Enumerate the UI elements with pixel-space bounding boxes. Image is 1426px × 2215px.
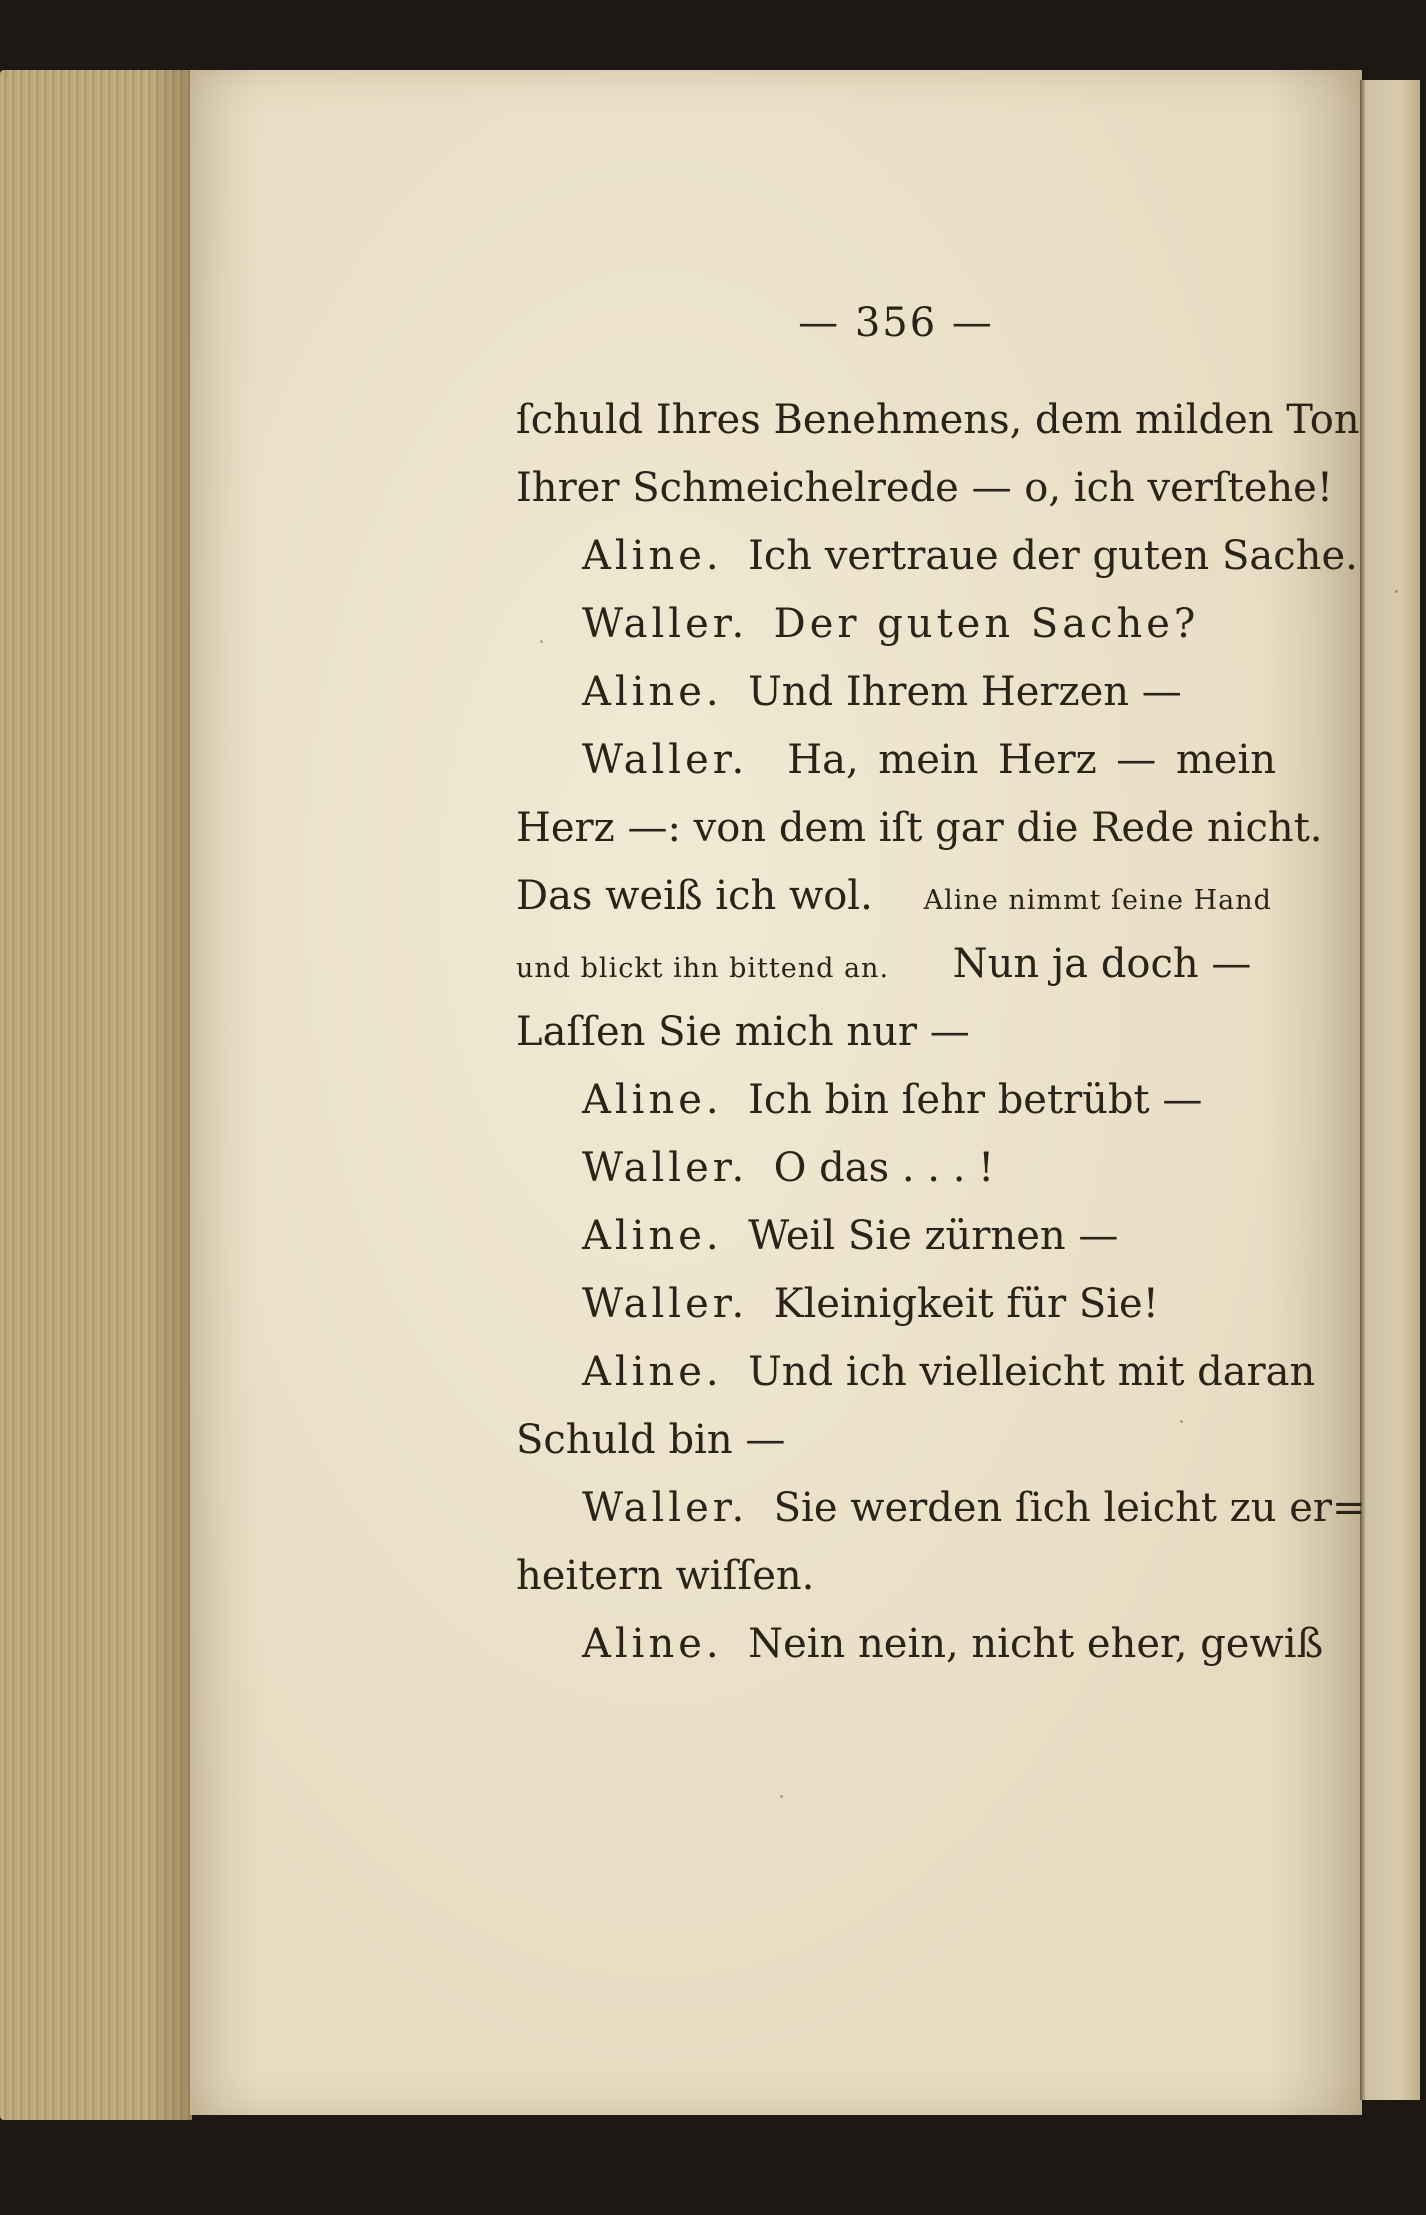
speaker-name: Aline. — [582, 1349, 723, 1395]
stage-direction: Aline nimmt ſeine Hand — [923, 885, 1272, 916]
dialogue-line-12 — [516, 1144, 1276, 1192]
line-text: Nein nein, nicht eher, gewiß — [748, 1621, 1324, 1667]
text-line-16: Schuld bin — — [516, 1417, 786, 1463]
speaker-name: Waller. — [582, 737, 749, 783]
fore-edge-shadow — [150, 70, 192, 2120]
line-text: Und ich vielleicht mit daran — [748, 1349, 1316, 1395]
dialogue-line-11 — [516, 1076, 1276, 1124]
line-text: Ha, mein Herz — mein — [787, 737, 1276, 783]
line-text: Das weiß ich wol. — [516, 873, 873, 919]
text-line-1: ſchuld Ihres Benehmens, dem milden Ton — [516, 397, 1360, 443]
line-text: Nun ja doch — — [952, 941, 1252, 987]
speaker-name: Waller. — [582, 601, 749, 647]
dialogue-line-14 — [516, 1280, 1276, 1328]
text-line-7: Herz —: von dem iſt gar die Rede nicht. — [516, 805, 1323, 851]
dialogue-line-19 — [516, 1620, 1324, 1668]
dialogue-line-3 — [516, 532, 1358, 580]
line-text: Sie werden ſich leicht zu er= — [773, 1485, 1366, 1531]
line-text: O das . . . ! — [773, 1145, 995, 1191]
stage-direction: und blickt ihn bittend an. — [516, 953, 890, 984]
speaker-name: Waller. — [582, 1485, 749, 1531]
text-line-9 — [516, 940, 1276, 988]
line-text: Kleinigkeit für Sie! — [773, 1281, 1159, 1327]
line-text: Der guten Sache? — [773, 601, 1200, 647]
speaker-name: Waller. — [582, 1145, 749, 1191]
speaker-name: Aline. — [582, 1077, 723, 1123]
text-line-8 — [516, 872, 1276, 920]
speaker-name: Aline. — [582, 1621, 723, 1667]
line-text: Und Ihrem Herzen — — [748, 669, 1182, 715]
line-text: Ich bin ſehr betrübt — — [748, 1077, 1203, 1123]
dialogue-line-4 — [516, 600, 1276, 648]
dialogue-line-17 — [516, 1484, 1366, 1532]
text-line-2: Ihrer Schmeichelrede — o, ich verſtehe! — [516, 465, 1333, 511]
dialogue-line-6 — [516, 736, 1276, 784]
speaker-name: Aline. — [582, 669, 723, 715]
line-text: Weil Sie zürnen — — [748, 1213, 1119, 1259]
speaker-name: Aline. — [582, 533, 723, 579]
text-line-10: Laſſen Sie mich nur — — [516, 1009, 970, 1055]
dialogue-line-13 — [516, 1212, 1276, 1260]
line-text: Ich vertraue der guten Sache. — [748, 533, 1358, 579]
dialogue-line-15 — [516, 1348, 1316, 1396]
dialogue-line-5 — [516, 668, 1276, 716]
speaker-name: Aline. — [582, 1213, 723, 1259]
page-number: — 356 — — [798, 300, 994, 346]
text-line-18: heitern wiſſen. — [516, 1553, 815, 1599]
speaker-name: Waller. — [582, 1281, 749, 1327]
facing-page-edge — [1360, 80, 1420, 2100]
